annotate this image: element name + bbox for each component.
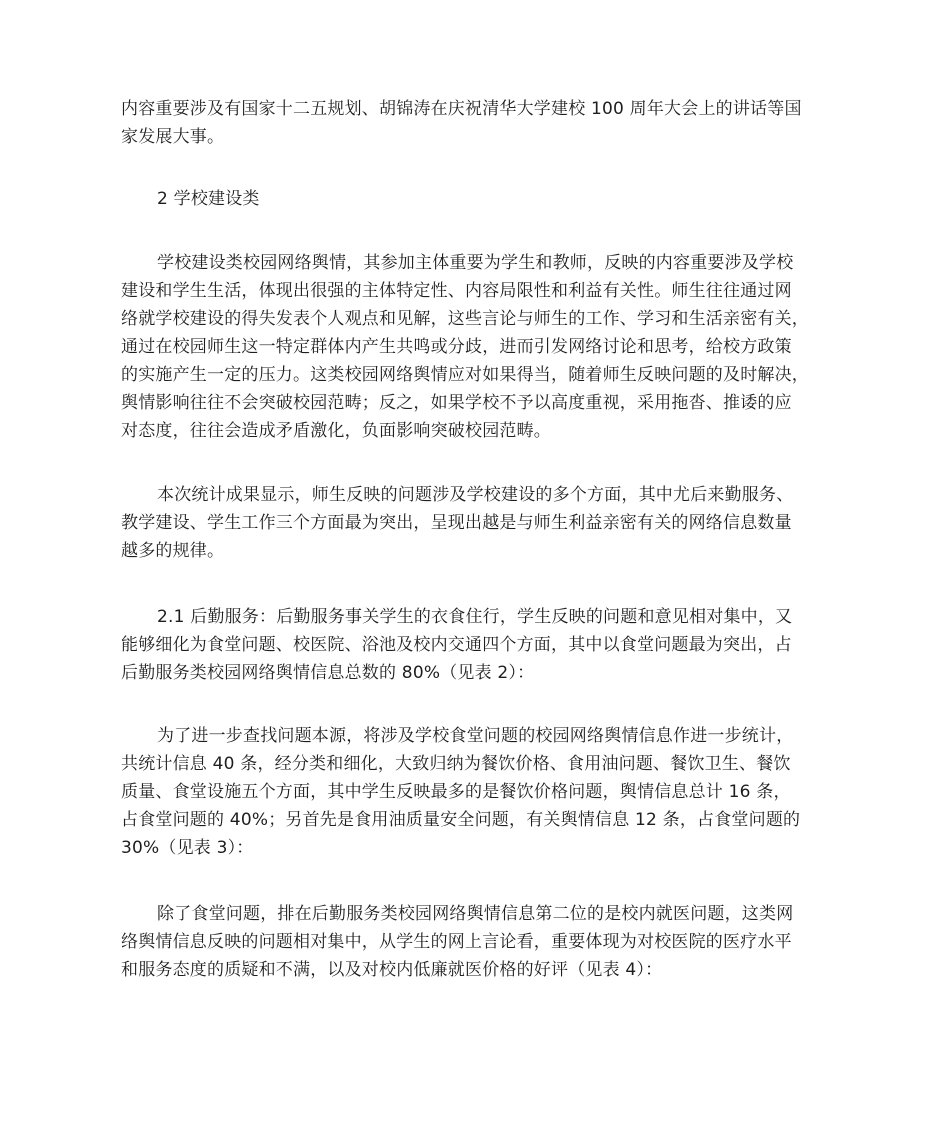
text-line: 建设和学生生活，体现出很强的主体特定性、内容局限性和利益有关性。师生往往通过网 — [121, 281, 792, 301]
text-line: 舆情影响往往不会突破校园范畴；反之，如果学校不予以高度重视，采用拖沓、推诿的应 — [121, 393, 792, 413]
text-line: 本次统计成果显示，师生反映的问题涉及学校建设的多个方面，其中尤后来勤服务、 — [157, 485, 794, 505]
text-line: 对态度，往往会造成矛盾激化，负面影响突破校园范畴。 — [121, 421, 551, 441]
text-line: 质量、食堂设施五个方面，其中学生反映最多的是餐饮价格问题，舆情信息总计 16 条， — [121, 782, 791, 802]
text-line: 后勤服务类校园网络舆情信息总数的 80%（见表 2）： — [121, 663, 535, 683]
text-line: 占食堂问题的 40%；另首先是食用油质量安全问题，有关舆情信息 12 条，占食堂问题的 — [121, 810, 801, 830]
text-line: 除了食堂问题，排在后勤服务类校园网络舆情信息第二位的是校内就医问题，这类网 — [157, 904, 794, 924]
text-line: 学校建设类校园网络舆情，其参加主体重要为学生和教师，反映的内容重要涉及学校 — [157, 253, 794, 273]
text-line: 内容重要涉及有国家十二五规划、胡锦涛在庆祝清华大学建校 100 周年大会上的讲话等国 — [121, 99, 802, 119]
text-line: 2.1 后勤服务：后勤服务事关学生的衣食住行，学生反映的问题和意见相对集中，又 — [157, 607, 793, 627]
text-line: 和服务态度的质疑和不满，以及对校内低廉就医价格的好评（见表 4）： — [121, 960, 663, 980]
heading-text: 2 学校建设类 — [157, 189, 260, 209]
text-line: 教学建设、学生工作三个方面最为突出，呈现出越是与师生利益亲密有关的网络信息数量 — [121, 513, 792, 533]
text-line: 通过在校园师生这一特定群体内产生共鸣或分歧，进而引发网络讨论和思考，给校方政策 — [121, 337, 792, 357]
text-line: 家发展大事。 — [121, 127, 225, 147]
text-line: 共统计信息 40 条，经分类和细化，大致归纳为餐饮价格、食用油问题、餐饮卫生、餐饮 — [121, 754, 791, 774]
text-line: 能够细化为食堂问题、校医院、浴池及校内交通四个方面，其中以食堂问题最为突出，占 — [121, 635, 792, 655]
text-line: 30%（见表 3）： — [121, 838, 254, 858]
text-line: 络舆情信息反映的问题相对集中，从学生的网上言论看，重要体现为对校医院的医疗水平 — [121, 932, 792, 952]
text-line: 络就学校建设的得失发表个人观点和见解，这些言论与师生的工作、学习和生活亲密有关， — [121, 309, 809, 329]
text-line: 越多的规律。 — [121, 541, 225, 561]
text-line: 为了进一步查找问题本源，将涉及学校食堂问题的校园网络舆情信息作进一步统计， — [157, 726, 794, 746]
text-line: 的实施产生一定的压力。这类校园网络舆情应对如果得当，随着师生反映问题的及时解决， — [121, 365, 809, 385]
